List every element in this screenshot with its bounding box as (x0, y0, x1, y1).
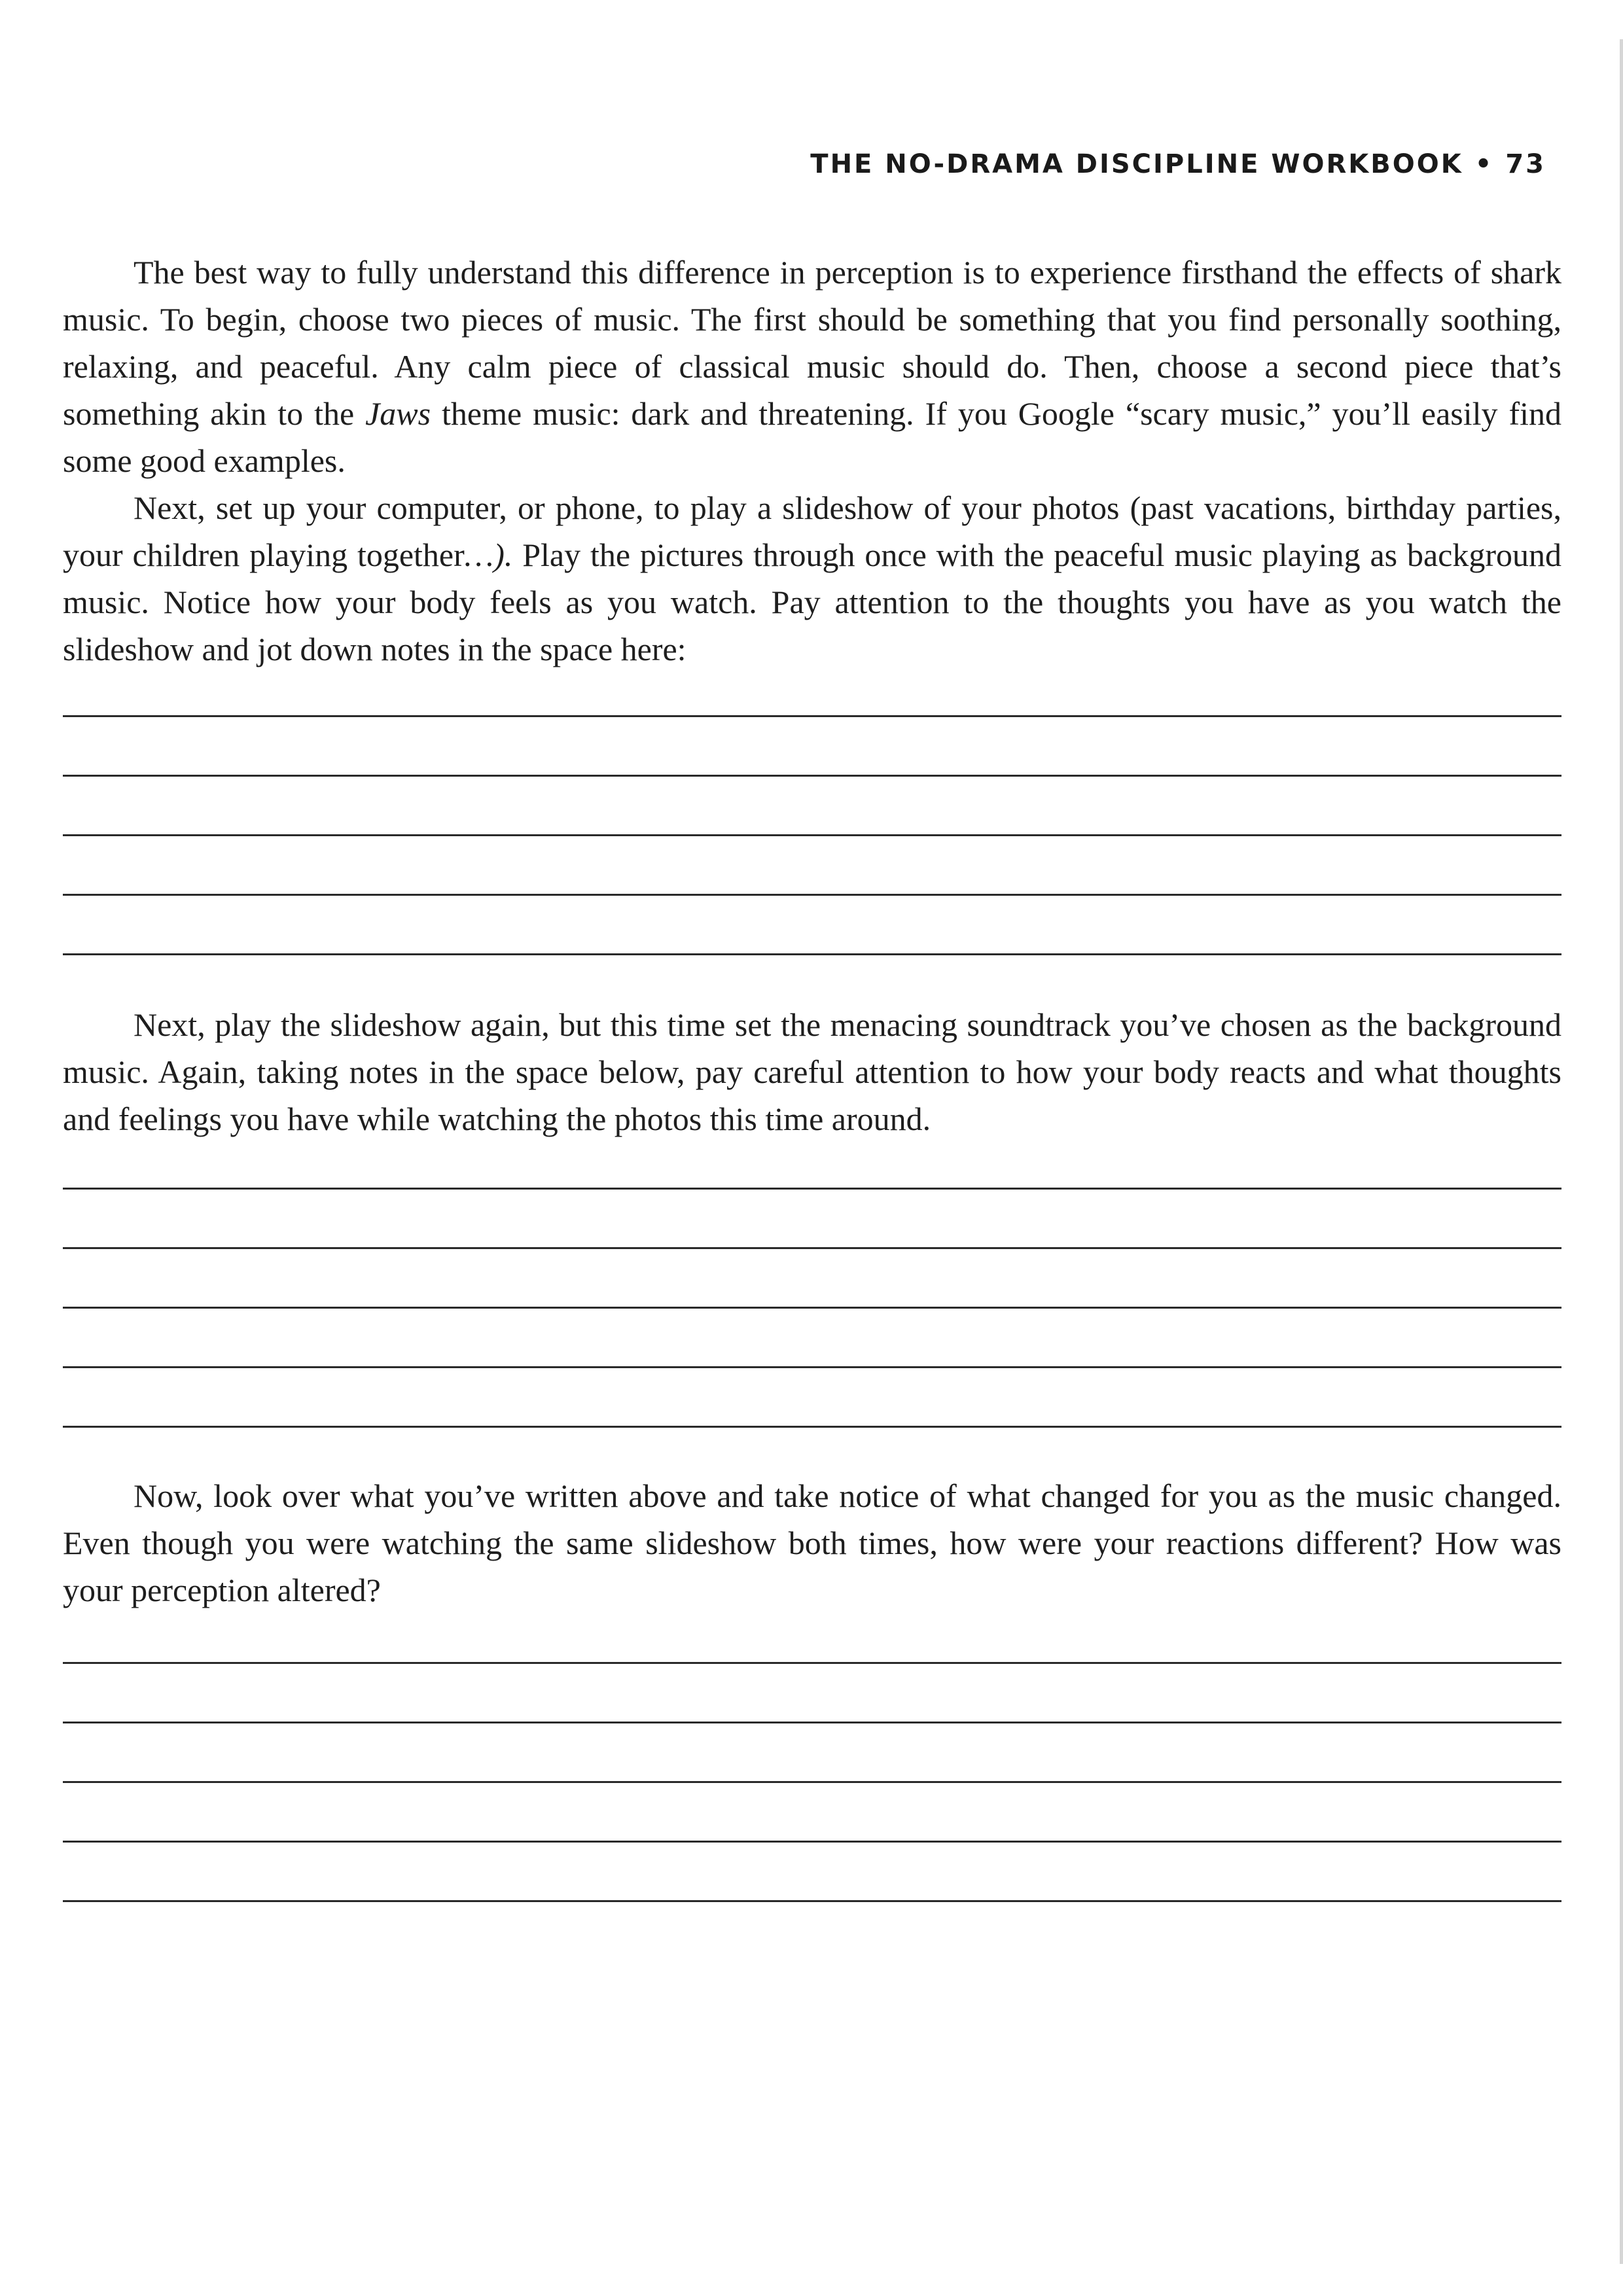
write-line[interactable] (63, 1662, 1561, 1664)
write-line[interactable] (63, 1188, 1561, 1190)
write-line[interactable] (63, 1426, 1561, 1428)
notes-lines-menacing (63, 1188, 1561, 1485)
write-line[interactable] (63, 894, 1561, 896)
notes-lines-peaceful (63, 715, 1561, 1013)
paragraph-slideshow-peaceful: Next, set up your computer, or phone, to play a slideshow of your photos (past vacations, birthday parties, your children playing together…). Play the pictures through once with the peaceful music playing as background music. Notice how your body feels as you watch. Pay attention to the thoughts you have as you watch the slideshow and jot down notes in the space here: (63, 489, 1562, 667)
write-line[interactable] (63, 1841, 1561, 1843)
menacing-text (63, 1001, 1561, 1142)
running-head (810, 149, 1546, 179)
paragraph-slideshow-menacing: Next, play the slideshow again, but this time set the menacing soundtrack you’ve chosen as the background music. Again, taking notes in the space below, pay careful attention to how your body reacts and what thoughts and feelings you have while watching the photos this time around. (63, 1006, 1561, 1137)
write-line[interactable] (63, 1900, 1561, 1902)
page-number: 73 (1505, 149, 1546, 179)
notes-lines-reflection (63, 1662, 1561, 1960)
write-line[interactable] (63, 1722, 1561, 1723)
write-line[interactable] (63, 834, 1561, 836)
write-line[interactable] (63, 1247, 1561, 1249)
write-line[interactable] (63, 1781, 1561, 1783)
write-line[interactable] (63, 1366, 1561, 1368)
header-separator: • (1474, 149, 1494, 179)
intro-text (63, 249, 1561, 673)
write-line[interactable] (63, 715, 1561, 717)
write-line[interactable] (63, 953, 1561, 955)
book-title: THE NO-DRAMA DISCIPLINE WORKBOOK (810, 149, 1463, 179)
page-edge-shadow (1620, 39, 1623, 2264)
jaws-title: Jaws (365, 395, 431, 432)
paragraph-reflection: Now, look over what you’ve written above and take notice of what changed for you as the music changed. Even though you were watching the same slideshow both times, how were your reactions different? How was your perception altered? (63, 1477, 1561, 1608)
write-line[interactable] (63, 1307, 1561, 1309)
write-line[interactable] (63, 775, 1561, 777)
reflection-text (63, 1472, 1561, 1614)
paragraph-shark-music: The best way to fully understand this difference in perception is to experience firsthand the effects of shark music. To begin, choose two pieces of music. The first should be something that you find personally soothing, relaxing, and peaceful. Any calm piece of classical music should do. Then, choose a second piece that’s something akin to the Jaws theme music: dark and threatening. If you Google “scary music,” you’ll easily find some good examples. (63, 254, 1562, 479)
